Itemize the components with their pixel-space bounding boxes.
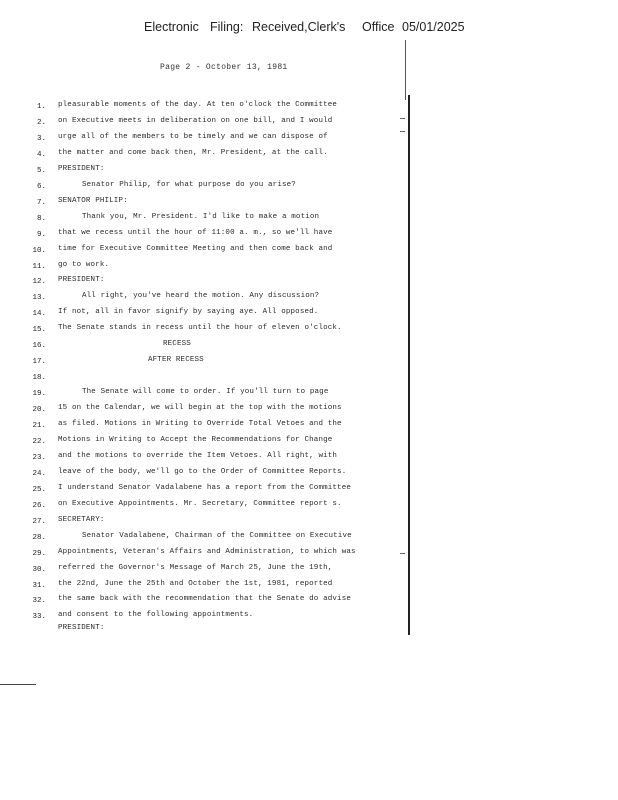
line-number: 12.	[32, 278, 46, 287]
line-number: 17.	[32, 358, 46, 367]
line-text: pleasurable moments of the day. At ten o'clock the Committee	[58, 101, 338, 109]
line-text: leave of the body, we'll go to the Order of Committee Reports.	[58, 467, 347, 476]
line-text: on Executive Appointments. Mr. Secretary, Committee report s.	[58, 499, 342, 508]
line-text: go to work.	[58, 260, 110, 269]
margin-tick	[400, 553, 405, 554]
line-number: 7.	[36, 198, 46, 207]
line-number: 26.	[32, 501, 46, 510]
line-text: referred the Governor's Message of March 25, June the 19th,	[58, 563, 333, 572]
line-text: the same back with the recommendation that the Senate do advise	[58, 595, 351, 604]
line-text: Senator Philip, for what purpose do you arise?	[82, 180, 296, 189]
line-number: 21.	[32, 422, 46, 430]
line-text: SENATOR PHILIP:	[58, 196, 128, 205]
line-number: 27.	[32, 517, 46, 526]
line-number: 28.	[32, 533, 46, 542]
line-number: 22.	[32, 437, 46, 446]
line-text: I understand Senator Vadalabene has a report from the Committee	[58, 483, 351, 492]
stamp-word-electronic: Electronic	[144, 20, 199, 34]
line-number: 4.	[36, 150, 46, 159]
line-number: 23.	[32, 453, 46, 462]
line-number: 16.	[32, 342, 46, 351]
line-text: Senator Vadalabene, Chairman of the Committee on Executive	[82, 531, 352, 540]
line-text: The Senate stands in recess until the hour of eleven o'clock.	[58, 324, 342, 333]
stamp-word-filing: Filing:	[210, 20, 244, 34]
line-text: time for Executive Committee Meeting and then come back and	[58, 244, 333, 253]
line-number: 9.	[36, 230, 46, 239]
line-text: PRESIDENT:	[58, 276, 105, 285]
line-number: 32.	[32, 597, 46, 606]
page-header: Page 2 - October 13, 1981	[160, 63, 288, 72]
line-text: urge all of the members to be timely and we can dispose of	[58, 132, 328, 141]
stamp-word-office: Office	[362, 20, 395, 34]
line-number: 13.	[32, 294, 46, 303]
line-number: 6.	[36, 182, 46, 191]
line-text: that we recess until the hour of 11:00 a. m., so we'll have	[58, 228, 333, 237]
line-number: 1.	[36, 103, 46, 111]
line-number: 15.	[32, 326, 46, 335]
line-text: Thank you, Mr. President. I'd like to make a motion	[82, 212, 320, 221]
line-number: 11.	[32, 262, 46, 271]
line-text: The Senate will come to order. If you'll turn to page	[82, 388, 329, 397]
line-number: 3.	[36, 134, 46, 143]
line-text: 15 on the Calendar, we will begin at the top with the motions	[58, 404, 342, 413]
line-number: 19.	[32, 390, 46, 399]
line-text: the 22nd, June the 25th and October the 1st, 1981, reported	[58, 579, 333, 588]
line-number: 8.	[36, 214, 46, 223]
right-margin-rule-top	[405, 40, 406, 100]
line-text: on Executive meets in deliberation on one bill, and I would	[58, 116, 333, 125]
line-number: 5.	[36, 166, 46, 175]
line-number: 14.	[32, 310, 46, 319]
line-text: Appointments, Veteran's Affairs and Administration, to which was	[58, 547, 356, 556]
line-number: 20.	[32, 406, 46, 415]
line-text: If not, all in favor signify by saying aye. All opposed.	[58, 308, 319, 317]
line-text: as filed. Motions in Writing to Override Total Vetoes and the	[58, 420, 342, 428]
line-number: 25.	[32, 485, 46, 494]
line-number: 31.	[32, 581, 46, 590]
right-margin-rule	[408, 95, 410, 635]
line-number: 29.	[32, 549, 46, 558]
line-number: 2.	[36, 118, 46, 127]
line-text: PRESIDENT:	[58, 624, 105, 633]
line-number: 30.	[32, 565, 46, 574]
stamp-word-received: Received,Clerk's	[252, 20, 346, 34]
line-number: 10.	[32, 246, 46, 255]
line-number: 24.	[32, 469, 46, 478]
line-text: RECESS	[163, 340, 191, 349]
line-text: AFTER RECESS	[148, 356, 204, 365]
scan-noise	[0, 683, 410, 689]
margin-tick	[400, 118, 405, 119]
line-text: PRESIDENT:	[58, 164, 105, 173]
line-text: and the motions to override the Item Vetoes. All right, with	[58, 451, 338, 460]
line-text: and consent to the following appointments.	[58, 611, 254, 620]
line-text: SECRETARY:	[58, 515, 105, 524]
line-text: the matter and come back then, Mr. President, at the call.	[58, 148, 328, 157]
margin-tick	[400, 131, 405, 132]
line-text: Motions in Writing to Accept the Recommendations for Change	[58, 435, 333, 444]
stamp-filing-date: 05/01/2025	[402, 20, 465, 34]
line-text: All right, you've heard the motion. Any discussion?	[82, 292, 320, 301]
line-number: 18.	[32, 374, 46, 383]
line-number: 33.	[32, 613, 46, 622]
